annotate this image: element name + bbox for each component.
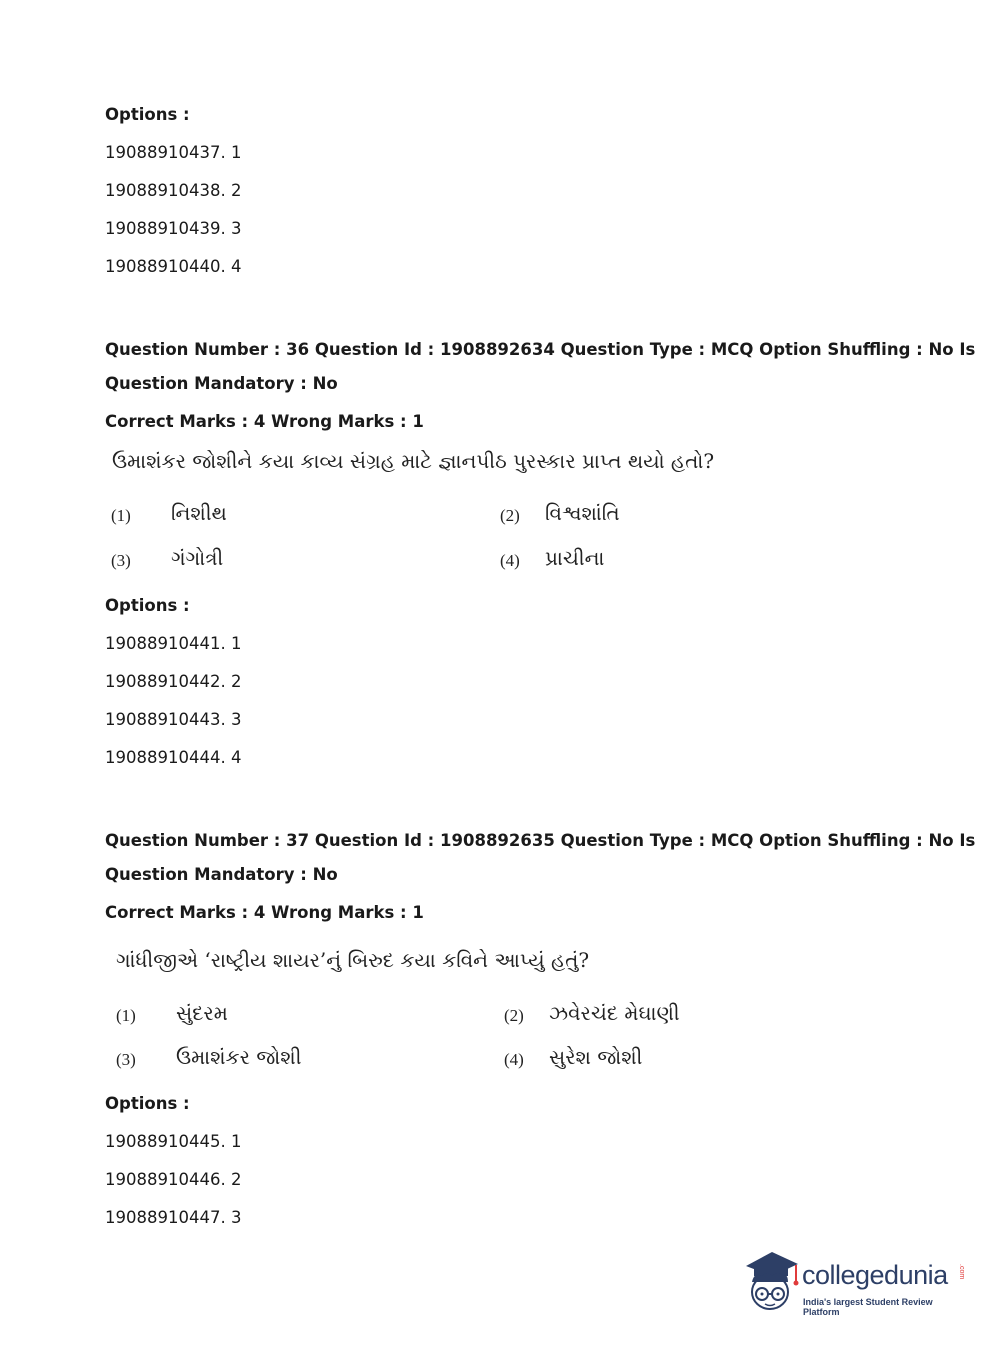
option-line: 19088910446. 2	[105, 1170, 242, 1189]
option-line: 19088910441. 1	[105, 634, 242, 653]
option-line: 19088910443. 3	[105, 710, 242, 729]
marks-line: Correct Marks : 4 Wrong Marks : 1	[105, 412, 424, 431]
option-line: 19088910439. 3	[105, 219, 242, 238]
choice-number: (3)	[116, 1050, 136, 1069]
question-text: ગાંધીજીએ ‘રાષ્ટ્રીય શાયર’નું બિરુદ કયા કવિને આપ્યું હતું?	[116, 948, 590, 972]
choice-text: ગંગોત્રી	[171, 546, 224, 570]
question-header: Question Number : 37 Question Id : 1908892635 Question Type : MCQ Option Shuffling : No Is	[105, 831, 976, 850]
option-line: 19088910445. 1	[105, 1132, 242, 1151]
mascot-icon	[740, 1248, 800, 1318]
choice-text: સુરેશ જોશી	[549, 1045, 643, 1069]
options-label: Options :	[105, 596, 190, 615]
option-line: 19088910437. 1	[105, 143, 242, 162]
option-line: 19088910447. 3	[105, 1208, 242, 1227]
logo-tagline: India's largest Student Review Platform	[803, 1297, 933, 1317]
collegedunia-logo[interactable]	[740, 1248, 970, 1318]
choice-text: ઉમાશંકર જોશી	[176, 1045, 302, 1069]
choice-number: (3)	[111, 551, 131, 570]
choice-text: વિશ્વશાંતિ	[545, 501, 620, 525]
choice-text: ઝવેરચંદ મેઘાણી	[549, 1001, 680, 1025]
choice-number: (1)	[111, 506, 131, 525]
choice-number: (2)	[500, 506, 520, 525]
question-header: Question Number : 36 Question Id : 1908892634 Question Type : MCQ Option Shuffling : No Is	[105, 340, 976, 359]
choice-number: (2)	[504, 1006, 524, 1025]
option-line: 19088910440. 4	[105, 257, 242, 276]
question-text: ઉમાશંકર જોશીને કયા કાવ્ય સંગ્રહ માટે જ્ઞાનપીઠ પુરસ્કાર પ્રાપ્ત થયો હતો?	[112, 449, 715, 473]
choice-number: (1)	[116, 1006, 136, 1025]
option-line: 19088910444. 4	[105, 748, 242, 767]
option-line: 19088910442. 2	[105, 672, 242, 691]
options-label: Options :	[105, 105, 190, 124]
choice-text: નિશીથ	[171, 501, 227, 525]
choice-text: સુંદરમ	[176, 1001, 228, 1025]
choice-text: પ્રાચીના	[545, 546, 605, 570]
logo-wordmark: collegedunia	[802, 1260, 948, 1290]
options-label: Options :	[105, 1094, 190, 1113]
marks-line: Correct Marks : 4 Wrong Marks : 1	[105, 903, 424, 922]
option-line: 19088910438. 2	[105, 181, 242, 200]
logo-domain: .com	[958, 1264, 965, 1280]
choice-number: (4)	[504, 1050, 524, 1069]
choice-number: (4)	[500, 551, 520, 570]
question-header-cont: Question Mandatory : No	[105, 374, 338, 393]
question-header-cont: Question Mandatory : No	[105, 865, 338, 884]
